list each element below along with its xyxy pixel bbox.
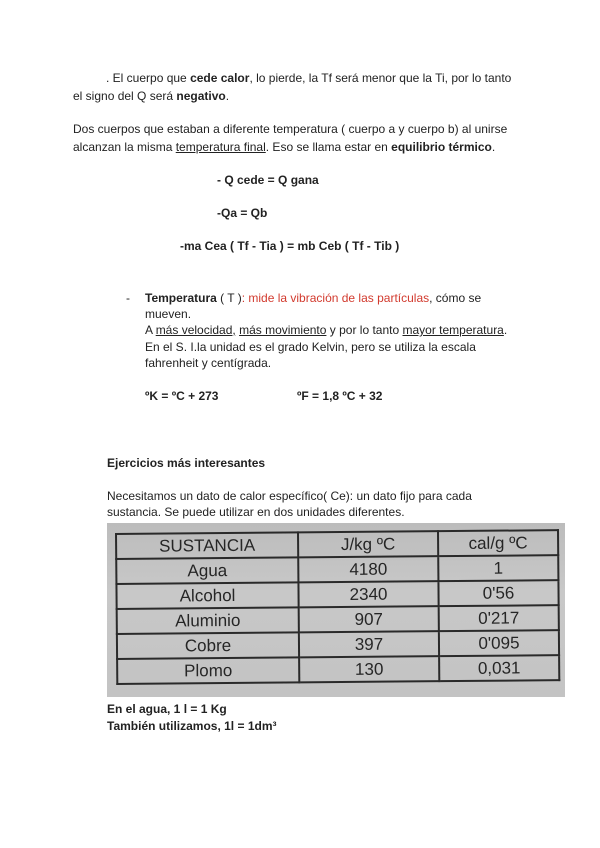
specific-heat-table: [115, 529, 560, 685]
table-cell: 130: [299, 656, 439, 682]
table-row: [117, 630, 559, 659]
table-cell: Cobre: [117, 632, 299, 659]
table-header-row: [116, 530, 558, 559]
table-cell: Plomo: [117, 657, 299, 684]
para2-line1: Dos cuerpos que estaban a diferente temperatura ( cuerpo a y cuerpo b) al unirse: [73, 122, 508, 136]
note-water: En el agua, 1 l = 1 Kg: [107, 702, 227, 716]
table-cell: Agua: [116, 557, 298, 584]
table-cell: 4180: [298, 556, 438, 582]
specific-heat-table-photo: [107, 523, 565, 697]
para1-line1: . El cuerpo que cede calor, lo pierde, la Tf será menor que la Ti, por lo tanto: [106, 71, 512, 85]
table-header: J/kg ºC: [298, 531, 438, 557]
table-cell: 2340: [298, 581, 438, 607]
formula-expanded: -ma Cea ( Tf - Tia ) = mb Ceb ( Tf - Tib ): [180, 239, 400, 253]
table-header: cal/g ºC: [438, 530, 558, 556]
table-row: [117, 655, 559, 684]
para3-line2: sustancia. Se puede utilizar en dos unidades diferentes.: [107, 505, 405, 519]
table-cell: 907: [299, 606, 439, 632]
table-cell: 1: [438, 555, 558, 581]
table-cell: Aluminio: [117, 607, 299, 634]
conversion-kelvin: ºK = ºC + 273: [145, 389, 219, 403]
table-row: [117, 605, 559, 634]
bullet-line5: fahrenheit y centígrada.: [145, 356, 272, 370]
table-cell: 0'095: [439, 630, 559, 656]
table-cell: 0,031: [439, 655, 559, 681]
table-row: [116, 580, 558, 609]
table-header: SUSTANCIA: [116, 532, 298, 559]
table-cell: 0'217: [439, 605, 559, 631]
para1-line2: el signo del Q será negativo.: [73, 89, 230, 103]
table-cell: Alcohol: [116, 582, 298, 609]
bullet-dash: -: [126, 291, 130, 305]
formula-qa-qb: -Qa = Qb: [217, 206, 268, 220]
para2-line2: alcanzan la misma temperatura final. Eso se llama estar en equilibrio térmico.: [73, 140, 496, 154]
table-cell: 0'56: [438, 580, 558, 606]
bullet-line2: mueven.: [145, 307, 192, 321]
table-row: [116, 555, 558, 584]
bullet-line1: Temperatura ( T ): mide la vibración de las partículas, cómo se: [145, 291, 482, 305]
bullet-line3: A más velocidad, más movimiento y por lo tanto mayor temperatura.: [145, 323, 508, 337]
para3-line1: Necesitamos un dato de calor específico( Ce): un dato fijo para cada: [107, 489, 472, 503]
section-title: Ejercicios más interesantes: [107, 456, 266, 470]
note-liter: También utilizamos, 1l = 1dm³: [107, 719, 277, 733]
conversion-fahrenheit: ºF = 1,8 ºC + 32: [297, 389, 383, 403]
table-cell: 397: [299, 631, 439, 657]
bullet-line4: En el S. I.la unidad es el grado Kelvin, pero se utiliza la escala: [145, 340, 476, 354]
formula-heat-balance: - Q cede = Q gana: [217, 173, 319, 187]
